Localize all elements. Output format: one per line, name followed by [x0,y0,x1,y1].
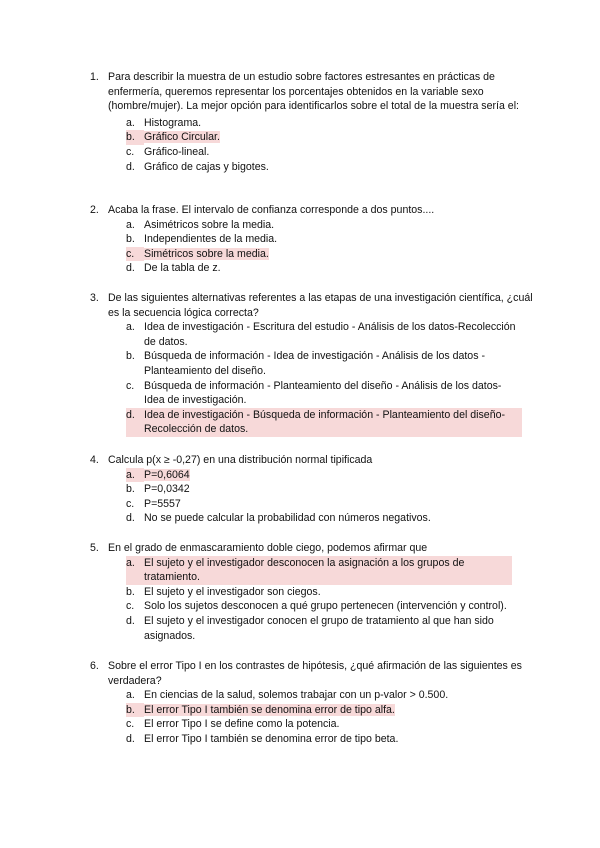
question-text: Sobre el error Tipo I en los contrastes de hipótesis, ¿qué afirmación de las siguientes es verdadera? [108,660,522,687]
option-a: a. Histograma. [126,116,202,129]
question-text: Para describir la muestra de un estudio sobre factores estresantes en prácticas de enfermería, queremos representar los porcentajes obtenidos en la variable sexo (hombre/mujer). La mejor opción para identificarlos sobre el total de la muestra sería el: [108,71,519,113]
option-b: b. P=0,0342 [126,483,190,496]
question-text: En el grado de enmascaramiento doble ciego, podemos afirmar que [108,542,428,554]
option-c: c. P=5557 [126,497,181,510]
option-b-correct: b. Gráfico Circular. [126,131,220,144]
question-3 [90,291,540,437]
option-b-correct: b. El error Tipo I también se denomina error de tipo alfa. [126,703,395,716]
question-number: 3. [90,292,99,304]
question-text: De las siguientes alternativas referentes a las etapas de una investigación científica, ¿cuál es la secuencia lógica correcta? [108,292,533,319]
option-c: c. Gráfico-lineal. [126,145,210,158]
question-text: Calcula p(x ≥ -0,27) en una distribución normal tipificada [108,454,373,466]
option-c-correct: c. Simétricos sobre la media. [126,247,269,260]
question-number: 1. [90,71,99,83]
question-5 [90,541,540,643]
option-d: d. Gráfico de cajas y bigotes. [126,160,269,173]
option-b: b. Independientes de la media. [126,233,278,246]
option-d: d. El error Tipo I también se denomina error de tipo beta. [126,732,399,745]
question-number: 6. [90,660,99,672]
option-a: a. En ciencias de la salud, solemos trabajar con un p-valor > 0.500. [126,689,449,702]
question-6 [90,659,540,747]
question-text: Acaba la frase. El intervalo de confianza corresponde a dos puntos.... [108,204,435,216]
option-b: b. Búsqueda de información - Idea de investigación - Análisis de los datos - Planteamiento del diseño. [126,350,485,377]
question-2 [90,203,540,276]
question-1 [90,70,540,174]
option-a: a. Idea de investigación - Escritura del estudio - Análisis de los datos-Recolección de datos. [126,321,516,348]
question-number: 5. [90,542,99,554]
option-c: c. Solo los sujetos desconocen a qué grupo pertenecen (intervención y control). [126,600,507,613]
option-d-correct: d. Idea de investigación - Búsqueda de información - Planteamiento del diseño- Recolección de datos. [126,408,522,437]
option-d: d. No se puede calcular la probabilidad con números negativos. [126,512,431,525]
option-c: c. Búsqueda de información - Planteamiento del diseño - Análisis de los datos- Idea de investigación. [126,379,502,407]
option-d: d. De la tabla de z. [126,262,221,275]
question-number: 2. [90,204,99,216]
option-d: d. El sujeto y el investigador conocen el grupo de tratamiento al que han sido asignados. [126,614,494,642]
option-a: a. Asimétricos sobre la media. [126,218,275,231]
option-b: b. El sujeto y el investigador son ciegos. [126,585,321,598]
question-4 [90,453,540,526]
option-a-correct: a. P=0,6064 [126,468,190,481]
option-c: c. El error Tipo I se define como la potencia. [126,718,340,731]
question-number: 4. [90,454,99,466]
option-a-correct: a. El sujeto y el investigador desconocen la asignación a los grupos de tratamiento. [126,556,512,585]
